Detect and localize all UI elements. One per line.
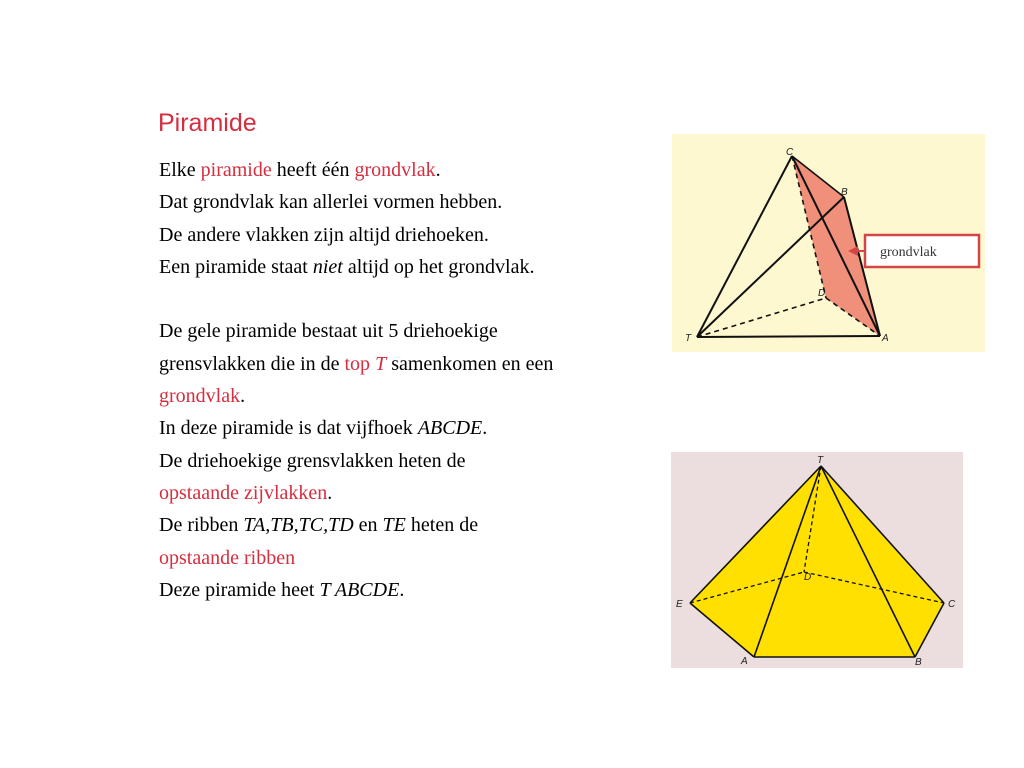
vertex-label-A: A <box>741 656 748 667</box>
edge-TC <box>697 156 792 337</box>
text-span: . <box>435 159 441 181</box>
vertex-label-E: E <box>676 599 683 610</box>
text-line <box>159 412 659 444</box>
vertex-label-D: D <box>804 572 812 583</box>
emphasis: TA,TB,TC,TD <box>243 514 354 537</box>
pyramid-base-diagram <box>672 134 985 352</box>
pentagonal-pyramid-figure <box>671 452 963 668</box>
pyramid-base-figure <box>672 134 985 352</box>
text-line <box>159 154 659 186</box>
text-line <box>159 380 659 412</box>
text-span: . <box>399 578 405 601</box>
text-span: en <box>353 514 383 537</box>
slide-title: Piramide <box>158 109 257 137</box>
highlight-term: piramide <box>200 159 272 181</box>
text-span: Deze piramide heet <box>159 578 320 601</box>
pentagonal-pyramid-diagram <box>671 452 963 668</box>
vertex-label-A: A <box>882 333 889 344</box>
text-span: Elke <box>159 159 201 181</box>
emphasis: ABCDE <box>417 417 483 440</box>
text-span: . <box>240 385 246 408</box>
text-span: heeft één <box>271 159 355 181</box>
text-line: Dat grondvlak kan allerlei vormen hebben. <box>159 191 503 214</box>
emphasis: TE <box>382 514 406 537</box>
vertex-label-T: T <box>817 455 824 466</box>
vertex-label-B: B <box>915 657 922 668</box>
highlight-term: T <box>375 352 387 375</box>
vertex-label-C: C <box>948 599 956 610</box>
vertex-label-C: C <box>786 147 794 158</box>
text-line <box>159 251 659 283</box>
paragraph-gap <box>159 283 659 315</box>
text-span: . <box>327 481 333 504</box>
text-span: . <box>482 417 488 440</box>
text-span: In deze piramide is dat vijfhoek <box>159 417 418 440</box>
text-span: altijd op het grondvlak. <box>342 255 535 278</box>
text-line: opstaande ribben <box>159 546 296 569</box>
highlight-term: opstaande zijvlakken <box>159 481 328 504</box>
text-line: De driehoekige grensvlakken heten de <box>159 449 466 472</box>
text-line: De andere vlakken zijn altijd driehoeken. <box>159 223 489 246</box>
callout-label: grondvlak <box>880 245 937 260</box>
emphasis: niet <box>312 255 343 278</box>
emphasis: T ABCDE <box>319 578 400 601</box>
highlight-term: top <box>344 352 376 375</box>
slide-body <box>159 154 659 606</box>
text-span: Een piramide staat <box>159 255 313 278</box>
highlight-term: grondvlak <box>159 385 241 408</box>
text-span: grensvlakken die in de <box>159 352 345 375</box>
text-span: heten de <box>405 514 479 537</box>
text-span: samenkomen en een <box>386 352 554 375</box>
vertex-label-B: B <box>841 187 848 198</box>
text-span: De ribben <box>159 514 244 537</box>
text-line <box>159 574 659 606</box>
vertex-label-D: D <box>818 288 826 299</box>
text-line: De gele piramide bestaat uit 5 driehoekige <box>159 320 498 343</box>
highlight-term: grondvlak <box>354 159 436 181</box>
text-line <box>159 509 659 541</box>
text-line <box>159 477 659 509</box>
vertex-label-T: T <box>685 333 692 344</box>
edge-TA <box>697 336 880 337</box>
text-line <box>159 348 659 380</box>
